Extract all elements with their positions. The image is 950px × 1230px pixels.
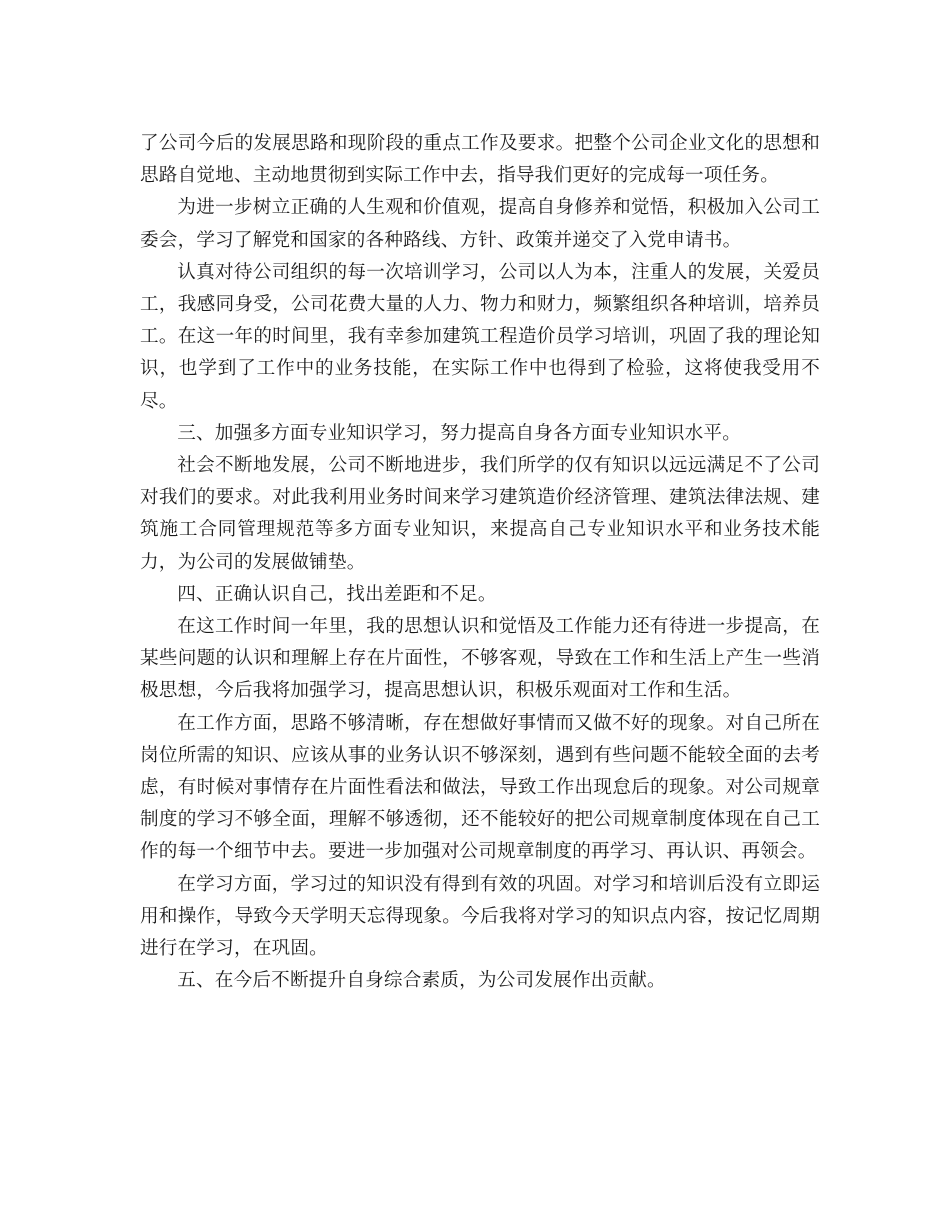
document-body	[140, 128, 820, 997]
section-heading: 四、正确认识自己，找出差距和不足。	[177, 583, 497, 605]
paragraph: 在这工作时间一年里，我的思想认识和觉悟及工作能力还有待进一步提高，在某些问题的认识和理解上存在片面性，不够客观，导致在工作和生活上产生一些消极思想，今后我将加强学习，提高思想认识，积极乐观面对工作和生活。	[140, 616, 820, 702]
paragraph: 认真对待公司组织的每一次培训学习，公司以人为本，注重人的发展，关爱员工，我感同身受，公司花费大量的人力、物力和财力，频繁组织各种培训，培养员工。在这一年的时间里，我有幸参加建筑工程造价员学习培训，巩固了我的理论知识，也学到了工作中的业务技能，在实际工作中也得到了检验，这将使我受用不尽。	[140, 261, 820, 412]
paragraph: 为进一步树立正确的人生观和价值观，提高自身修养和觉悟，积极加入公司工委会，学习了解党和国家的各种路线、方针、政策并递交了入党申请书。	[140, 197, 820, 251]
section-heading: 三、加强多方面专业知识学习，努力提高自身各方面专业知识水平。	[177, 422, 742, 444]
paragraph-continuation: 了公司今后的发展思路和现阶段的重点工作及要求。把整个公司企业文化的思想和思路自觉地、主动地贯彻到实际工作中去，指导我们更好的完成每一项任务。	[140, 133, 820, 187]
paragraph: 在工作方面，思路不够清晰，存在想做好事情而又做不好的现象。对自己所在岗位所需的知识、应该从事的业务认识不够深刻，遇到有些问题不能较全面的去考虑，有时候对事情存在片面性看法和做法，导致工作出现怠后的现象。对公司规章制度的学习不够全面，理解不够透彻，还不能较好的把公司规章制度体现在自己工作的每一个细节中去。要进一步加强对公司规章制度的再学习、再认识、再领会。	[140, 712, 820, 863]
paragraph: 社会不断地发展，公司不断地进步，我们所学的仅有知识以远远满足不了公司对我们的要求。对此我利用业务时间来学习建筑造价经济管理、建筑法律法规、建筑施工合同管理规范等多方面专业知识，来提高自己专业知识水平和业务技术能力，为公司的发展做铺垫。	[140, 455, 820, 573]
paragraph: 在学习方面，学习过的知识没有得到有效的巩固。对学习和培训后没有立即运用和操作，导致今天学明天忘得现象。今后我将对学习的知识点内容，按记忆周期进行在学习，在巩固。	[140, 873, 820, 960]
section-heading: 五、在今后不断提升自身综合素质，为公司发展作出贡献。	[177, 970, 666, 992]
